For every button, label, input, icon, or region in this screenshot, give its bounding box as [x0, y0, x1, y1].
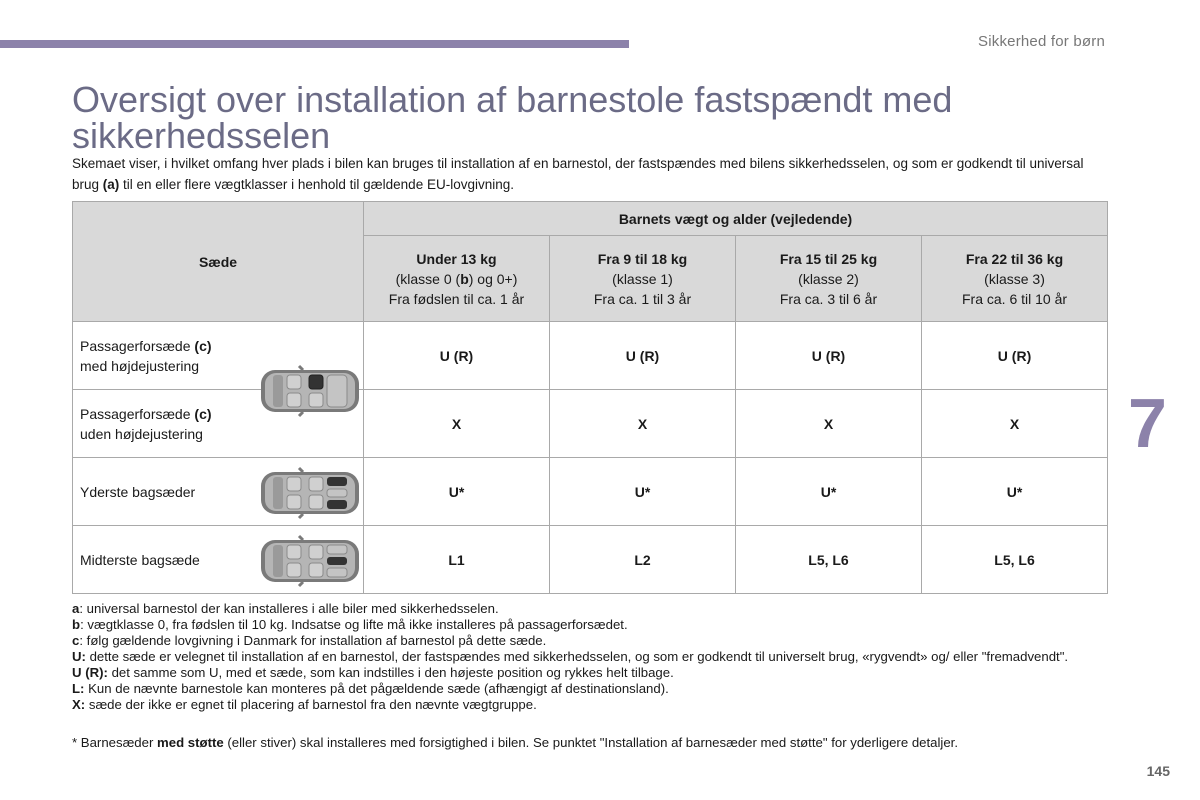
table-cell: U (R)	[922, 322, 1108, 390]
table-cell: U (R)	[550, 322, 736, 390]
note-text: følg gældende lovgivning i Danmark for installation af barnestol på dette sæde.	[86, 633, 547, 648]
note-key: b	[72, 617, 81, 632]
intro-text-2: til en eller flere vægtklasser i henhold til gældende EU-lovgivning.	[119, 177, 514, 192]
intro-paragraph	[72, 153, 1112, 195]
seat-label-text: Passagerforsæde	[80, 337, 195, 354]
seat-note-ref: (c)	[194, 405, 212, 422]
klasse-text: (klasse 0 (	[395, 270, 461, 287]
car-middle-rear-seat-icon	[259, 532, 363, 588]
seat-label-text: med højdejustering	[80, 357, 200, 374]
note-ur	[72, 665, 1112, 681]
note-text: Kun de nævnte barnestole kan monteres på det pågældende sæde (afhængigt af destinationsland).	[88, 681, 669, 696]
seat-label-text: Passagerforsæde	[80, 405, 195, 422]
note-text: universal barnestol der kan installeres i alle biler med sikkerhedsselen.	[86, 601, 499, 616]
footnote-bold: med støtte	[157, 735, 224, 750]
column-header	[736, 236, 922, 322]
note-key: c	[72, 633, 80, 648]
column-header	[364, 236, 550, 322]
note-key: U (R):	[72, 665, 108, 680]
seat-header: Sæde	[73, 202, 364, 322]
note-text: sæde der ikke er egnet til placering af barnestol fra den nævnte vægtgruppe.	[88, 697, 537, 712]
klasse-note-ref: b	[460, 270, 469, 287]
note-text: vægtklasse 0, fra fødslen til 10 kg. Indsatse og lifte må ikke installeres på passagerforsædet.	[87, 617, 628, 632]
column-kg: Under 13 kg	[416, 250, 497, 267]
table-cell: L5, L6	[736, 526, 922, 594]
klasse-text: ) og 0+)	[468, 270, 518, 287]
legend-notes	[72, 601, 1112, 713]
column-kg: Fra 22 til 36 kg	[965, 250, 1064, 267]
column-klasse: (klasse 3)	[984, 270, 1045, 287]
table-cell: U*	[922, 458, 1108, 526]
table-cell: U*	[550, 458, 736, 526]
note-key: X:	[72, 697, 86, 712]
seat-label: Midterste bagsæde	[80, 551, 200, 568]
note-c	[72, 633, 1112, 649]
seat-cell-outer-rear	[73, 458, 364, 526]
page-number: 145	[1146, 763, 1170, 779]
table-cell: X	[364, 390, 550, 458]
table-cell: X	[922, 390, 1108, 458]
note-x	[72, 697, 1112, 713]
car-front-passenger-seat-icon	[259, 362, 363, 418]
seat-note-ref: (c)	[194, 337, 212, 354]
footnote-text: (eller stiver) skal installeres med forsigtighed i bilen. Se punktet "Installation af barnesæder med støtte" for yderligere detaljer.	[223, 735, 959, 750]
note-sep: :	[79, 633, 87, 648]
table-row	[73, 322, 1108, 390]
column-header	[922, 236, 1108, 322]
seat-label	[80, 404, 212, 444]
chapter-number: 7	[1128, 384, 1167, 462]
column-age: Fra ca. 3 til 6 år	[779, 290, 878, 307]
seat-label-text: uden højdejustering	[80, 425, 203, 442]
table-cell: U (R)	[736, 322, 922, 390]
note-key: a	[72, 601, 80, 616]
table-cell: U (R)	[364, 322, 550, 390]
column-klasse: (klasse 2)	[798, 270, 859, 287]
column-kg: Fra 15 til 25 kg	[779, 250, 878, 267]
note-sep: :	[79, 601, 87, 616]
seat-label: Yderste bagsæder	[80, 483, 196, 500]
footnote-text: * Barnesæder	[72, 735, 158, 750]
column-klasse: (klasse 1)	[612, 270, 673, 287]
top-accent-bar	[0, 40, 629, 48]
seat-cell-front	[73, 322, 364, 458]
table-cell: X	[550, 390, 736, 458]
note-b	[72, 617, 1112, 633]
column-klasse	[364, 269, 549, 289]
intro-text-1: Skemaet viser, i hvilket omfang hver plads i bilen kan bruges til installation af en barnestol, der fastspændes med bilens sikkerhedsselen, og som er godkendt til universal brug	[72, 156, 1084, 192]
note-sep: :	[80, 617, 88, 632]
table-cell: L2	[550, 526, 736, 594]
note-a	[72, 601, 1112, 617]
table-row	[73, 458, 1108, 526]
table-row	[73, 526, 1108, 594]
car-outer-rear-seats-icon	[259, 464, 363, 520]
intro-bold: (a)	[102, 177, 120, 192]
seat-cell-middle-rear	[73, 526, 364, 594]
seat-table	[72, 201, 1108, 594]
note-text: dette sæde er velegnet til installation af en barnestol, der fastspændes med sikkerhedsselen, og som er godkendt til universelt brug, «rygvendt» og/ eller "fremadvendt".	[89, 649, 1069, 664]
note-text: det samme som U, med et sæde, som kan indstilles i den højeste position og rykkes helt tilbage.	[111, 665, 674, 680]
note-key: L:	[72, 681, 85, 696]
column-kg: Fra 9 til 18 kg	[597, 250, 688, 267]
column-age: Fra fødslen til ca. 1 år	[388, 290, 525, 307]
footnote	[72, 735, 1142, 751]
table-cell: L5, L6	[922, 526, 1108, 594]
note-u	[72, 649, 1112, 665]
table-cell: X	[736, 390, 922, 458]
table-cell: L1	[364, 526, 550, 594]
column-age: Fra ca. 1 til 3 år	[593, 290, 692, 307]
seat-label	[80, 336, 212, 376]
weight-header: Barnets vægt og alder (vejledende)	[364, 202, 1108, 236]
section-label: Sikkerhed for børn	[978, 33, 1105, 50]
table-cell: U*	[736, 458, 922, 526]
table-cell: U*	[364, 458, 550, 526]
column-header	[550, 236, 736, 322]
note-l	[72, 681, 1112, 697]
note-key: U:	[72, 649, 86, 664]
page-title: Oversigt over installation af barnestole fastspændt med sikkerhedsselen	[72, 79, 953, 156]
column-age: Fra ca. 6 til 10 år	[961, 290, 1068, 307]
